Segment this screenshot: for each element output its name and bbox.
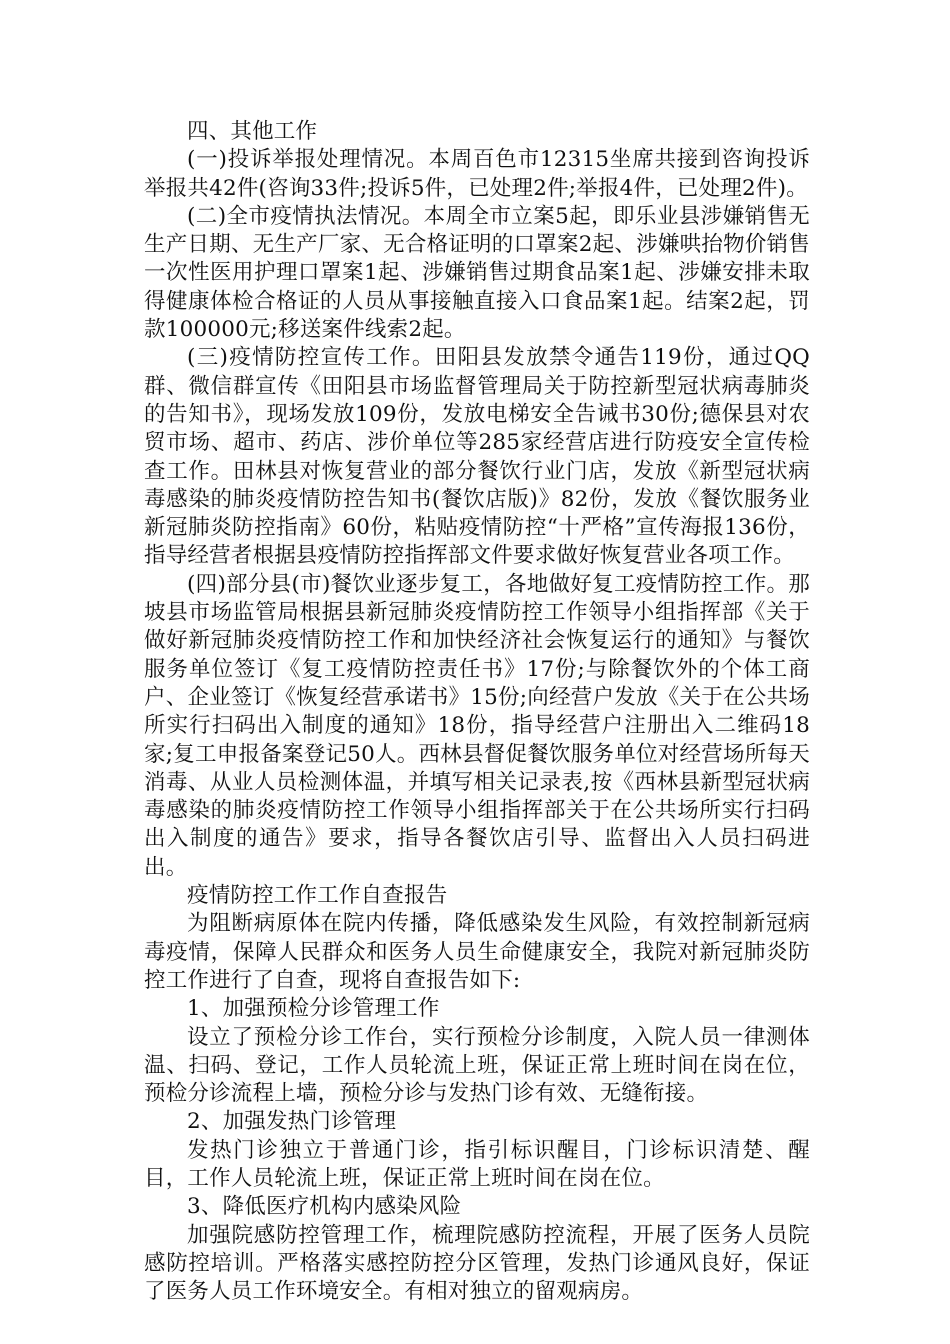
paragraph-publicity: (三)疫情防控宣传工作。田阳县发放禁令通告119份，通过QQ群、微信群宣传《田阳县市场监督管理局关于防控新型冠状病毒肺炎的告知书》，现场发放109份，发放电梯安全告诫书30份;德保县对农贸市场、超市、药店、涉价单位等285家经营店进行防疫安全宣传检查工作。田林县对恢复营业的部分餐饮行业门店，发放《新型冠状病毒感染的肺炎疫情防控告知书(餐饮店版)》82份，发放《餐饮服务业新冠肺炎防控指南》60份，粘贴疫情防控“十严格”宣传海报136份，指导经营者根据县疫情防控指挥部文件要求做好恢复营业各项工作。	[144, 345, 810, 569]
paragraph-report-intro: 为阻断病原体在院内传播，降低感染发生风险，有效控制新冠病毒疫情，保障人民群众和医务人员生命健康安全，我院对新冠肺炎防控工作进行了自查，现将自查报告如下:	[144, 911, 810, 993]
paragraph-reopening: (四)部分县(市)餐饮业逐步复工，各地做好复工疫情防控工作。那坡县市场监管局根据县新冠肺炎疫情防控工作领导小组指挥部《关于做好新冠肺炎疫情防控工作和加快经济社会恢复运行的通知》与餐饮服务单位签订《复工疫情防控责任书》17份;与除餐饮外的个体工商户、企业签订《恢复经营承诺书》15份;向经营户发放《关于在公共场所实行扫码出入制度的通知》18份，指导经营户注册出入二维码18家;复工申报备案登记50人。西林县督促餐饮服务单位对经营场所每天消毒、从业人员检测体温，并填写相关记录表,按《西林县新型冠状病毒感染的肺炎疫情防控工作领导小组指挥部关于在公共场所实行扫码出入制度的通告》要求，指导各餐饮店引导、监督出入人员扫码进出。	[144, 571, 810, 880]
paragraph-triage: 设立了预检分诊工作台，实行预检分诊制度，入院人员一律测体温、扫码、登记，工作人员轮流上班，保证正常上班时间在岗在位，预检分诊流程上墙，预检分诊与发热门诊有效、无缝衔接。	[144, 1024, 810, 1107]
document-body	[144, 118, 810, 1306]
report-title: 疫情防控工作工作自查报告	[187, 883, 448, 909]
section-heading-fever-clinic: 2、加强发热门诊管理	[187, 1109, 397, 1135]
paragraph-infection-risk: 加强院感防控管理工作，梳理院感防控流程，开展了医务人员院感防控培训。严格落实感控防控分区管理，发热门诊通风良好，保证了医务人员工作环境安全。有相对独立的留观病房。	[144, 1222, 810, 1305]
paragraph-fever-clinic: 发热门诊独立于普通门诊，指引标识醒目，门诊标识清楚、醒目，工作人员轮流上班，保证正常上班时间在岗在位。	[144, 1137, 810, 1191]
section-heading-infection-risk: 3、降低医疗机构内感染风险	[187, 1194, 462, 1220]
paragraph-law-enforcement: (二)全市疫情执法情况。本周全市立案5起，即乐业县涉嫌销售无生产日期、无生产厂家、无合格证明的口罩案2起、涉嫌哄抬物价销售一次性医用护理口罩案1起、涉嫌销售过期食品案1起、涉嫌安排未取得健康体检合格证的人员从事接触直接入口食品案1起。结案2起，罚款100000元;移送案件线索2起。	[144, 203, 810, 343]
paragraph-complaints: (一)投诉举报处理情况。本周百色市12315坐席共接到咨询投诉举报共42件(咨询33件;投诉5件，已处理2件;举报4件，已处理2件)。	[144, 147, 810, 201]
section-heading-other-work: 四、其他工作	[187, 119, 318, 144]
section-heading-triage: 1、加强预检分诊管理工作	[187, 996, 440, 1022]
